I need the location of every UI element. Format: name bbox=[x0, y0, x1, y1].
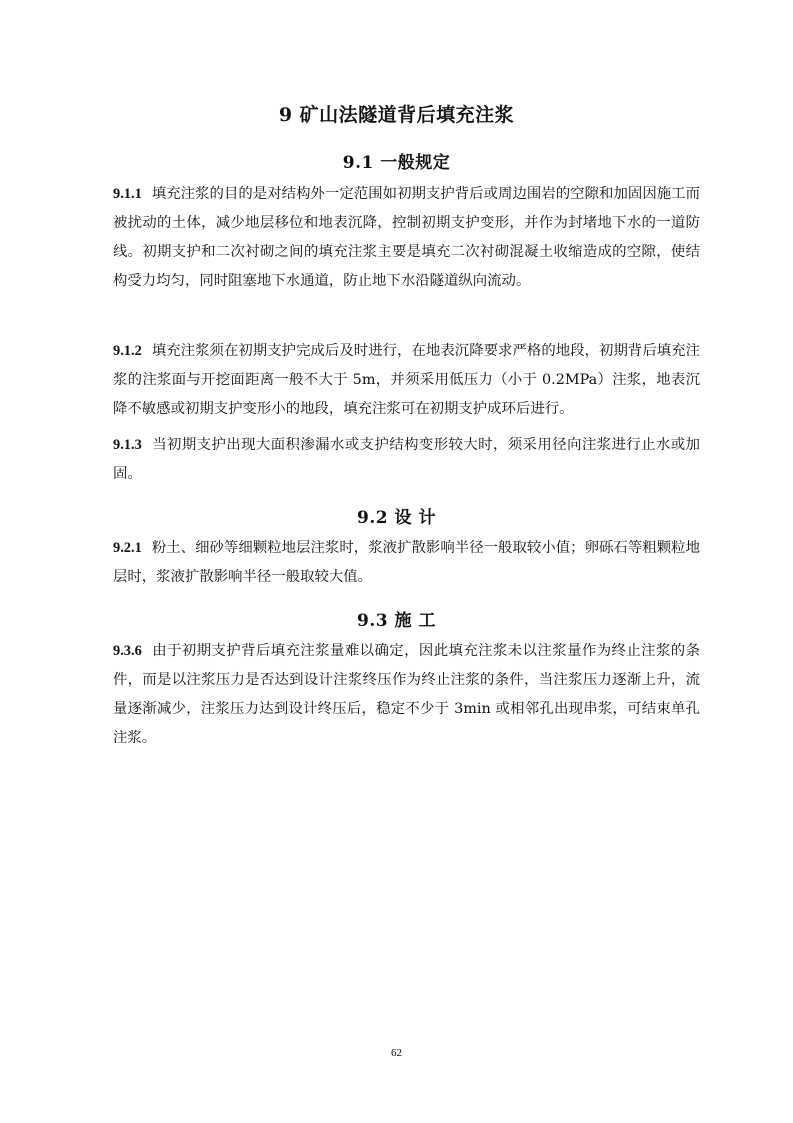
clause-text: 填充注浆须在初期支护完成后及时进行，在地表沉降要求严格的地段，初期背后填充注浆的注浆面与开挖面距离一般不大于 5m，并须采用低压力（小于 0.2MPa）注浆，地表沉降不敏感或初期支护变形小的地段，填充注浆可在初期支护成环后进行。 bbox=[113, 343, 700, 417]
clause-number: 9.2.1 bbox=[113, 540, 142, 556]
clause-text: 由于初期支护背后填充注浆量难以确定，因此填充注浆未以注浆量作为终止注浆的条件，而是以注浆压力是否达到设计注浆终压作为终止注浆的条件，当注浆压力逐渐上升，流量逐渐减少，注浆压力达到设计终压后，稳定不少于 3min 或相邻孔出现串浆，可结束单孔注浆。 bbox=[113, 643, 700, 746]
clause-9-1-1 bbox=[113, 180, 700, 296]
clause-number: 9.1.3 bbox=[113, 437, 142, 453]
section-title-9-3: 9.3 施 工 bbox=[357, 611, 436, 631]
section-title-9-2: 9.2 设 计 bbox=[357, 508, 436, 528]
clause-number: 9.1.1 bbox=[113, 186, 142, 202]
clause-text: 填充注浆的目的是对结构外一定范围如初期支护背后或周边围岩的空隙和加固因施工而被扰动的土体，减少地层移位和地表沉降，控制初期支护变形，并作为封堵地下水的一道防线。初期支护和二次衬砌之间的填充注浆主要是填充二次衬砌混凝土收缩造成的空隙，使结构受力均匀，同时阻塞地下水通道，防止地下水沿隧道纵向流动。 bbox=[113, 186, 700, 289]
clause-9-1-3 bbox=[113, 431, 700, 489]
clause-9-2-1 bbox=[113, 534, 700, 592]
clause-9-1-2 bbox=[113, 337, 700, 424]
clause-text: 当初期支护出现大面积渗漏水或支护结构变形较大时，须采用径向注浆进行止水或加固。 bbox=[113, 437, 700, 482]
clause-number: 9.3.6 bbox=[113, 643, 142, 659]
clause-9-3-6 bbox=[113, 637, 700, 753]
chapter-title: 9 矿山法隧道背后填充注浆 bbox=[278, 104, 515, 126]
clause-number: 9.1.2 bbox=[113, 343, 142, 359]
clause-text: 粉土、细砂等细颗粒地层注浆时，浆液扩散影响半径一般取较小值；卵砾石等粗颗粒地层时，浆液扩散影响半径一般取较大值。 bbox=[113, 540, 700, 585]
page-number: 62 bbox=[391, 1047, 402, 1059]
section-title-9-1: 9.1 一般规定 bbox=[342, 153, 451, 173]
